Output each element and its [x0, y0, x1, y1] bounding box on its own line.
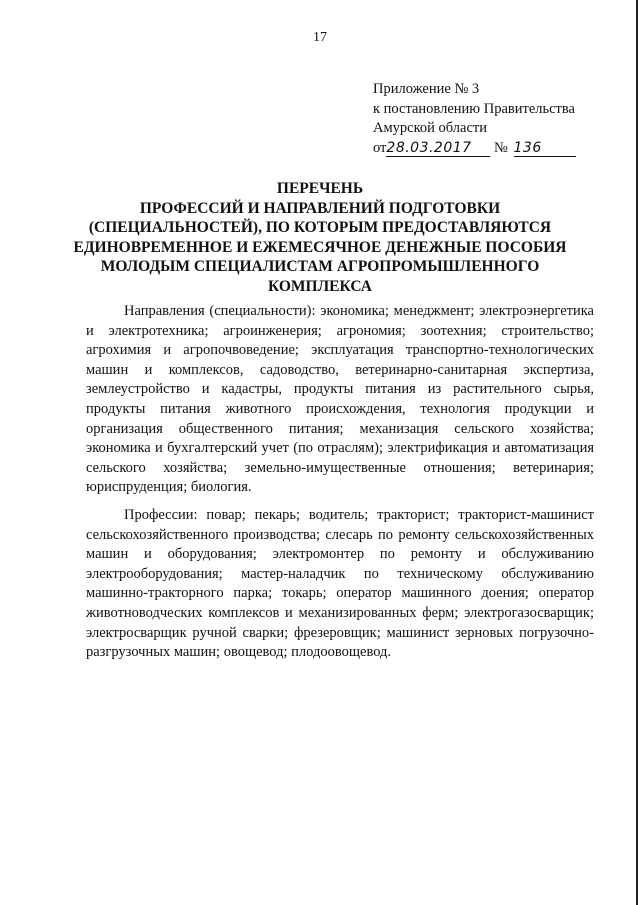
date-prefix: от — [373, 139, 387, 156]
appendix-region: Амурской области — [373, 120, 487, 136]
heading-line-5: МОЛОДЫМ СПЕЦИАЛИСТАМ АГРОПРОМЫШЛЕННОГО — [100, 258, 540, 275]
document-heading — [60, 179, 580, 296]
professions-paragraph: Профессии: повар; пекарь; водитель; тракторист; тракторист-машинист сельскохозяйственного производства; слесарь по ремонту сельскохозяйственных машин и оборудования; электромонтер по ремонту и обслуживанию электрооборудования; мастер-наладчик по техническому обслуживанию машинно-тракторного парка; токарь; оператор машинного доения; оператор животноводческих комплексов и механизированных ферм; электрогазосварщик; электросварщик ручной сварки; фрезеровщик; машинист зерновых погрузочно-разгрузочных машин; овощевод; плодоовощевод. — [86, 506, 594, 661]
number-prefix: № — [494, 139, 508, 156]
heading-line-2: ПРОФЕССИЙ И НАПРАВЛЕНИЙ ПОДГОТОВКИ — [139, 199, 501, 217]
directions-paragraph: Направления (специальности): экономика; менеджмент; электроэнергетика и электротехника; агроинженерия; агрономия; зоотехния; строительство; агрохимия и агропочвоведение; эксплуатация транспортно-технологических машин и комплексов, садоводство, ветеринарно-санитарная экспертиза, землеустройство и кадастры, продукты питания из растительного сырья, продукты питания животного происхождения, технология продукции и организация общественного питания; механизация сельского хозяйства; экономика и бухгалтерский учет (по отраслям); электрификация и автоматизация сельского хозяйства; земельно-имущественные отношения; ветеринария; юриспруденция; биология. — [86, 303, 594, 496]
appendix-decree-reference: к постановлению Правительства — [373, 100, 575, 117]
handwritten-date: 28.03.2017 — [386, 141, 490, 157]
heading-line-3: (СПЕЦИАЛЬНОСТЕЙ), ПО КОТОРЫМ ПРЕДОСТАВЛЯЮТСЯ — [88, 219, 552, 236]
body-text — [86, 302, 594, 671]
scan-border-line — [636, 0, 638, 905]
heading-line-1: ПЕРЕЧЕНЬ — [276, 180, 364, 197]
appendix-date-line — [373, 139, 576, 159]
appendix-number: Приложение № 3 — [373, 81, 480, 97]
heading-line-4: ЕДИНОВРЕМЕННОЕ И ЕЖЕМЕСЯЧНОЕ ДЕНЕЖНЫЕ ПОСОБИЯ — [73, 238, 567, 256]
appendix-block — [373, 80, 576, 158]
heading-line-6: КОМПЛЕКСА — [268, 277, 372, 295]
handwritten-number: 136 — [514, 141, 576, 157]
page-number: 17 — [313, 30, 327, 45]
